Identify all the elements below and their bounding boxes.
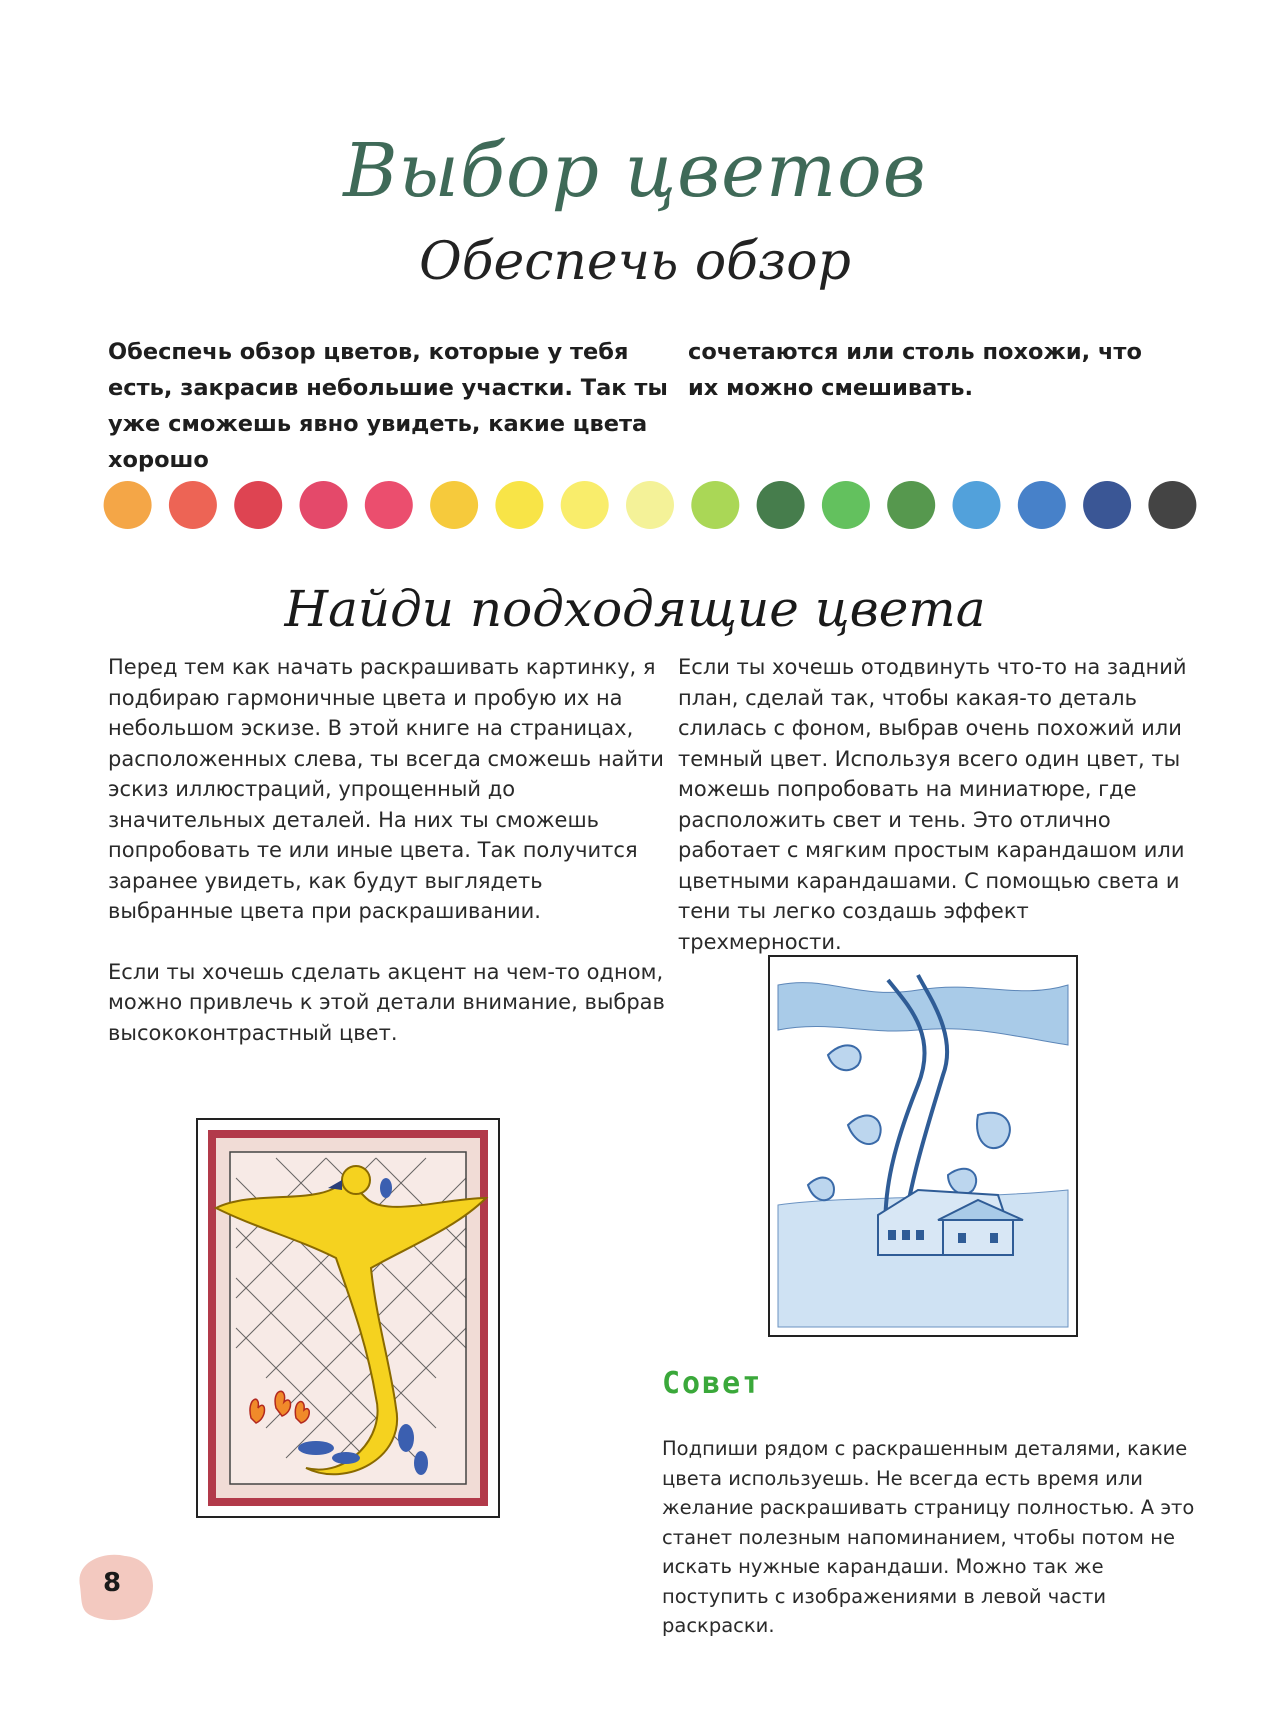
color-swatch — [495, 481, 543, 529]
intro-text-right: сочетаются или столь похожи, что их можно смешивать. — [688, 339, 1142, 401]
phoenix-illustration — [196, 1118, 500, 1518]
color-swatch — [691, 481, 739, 529]
color-swatch — [887, 481, 935, 529]
page-number: 8 — [102, 1568, 122, 1598]
section-title: Найди подходящие цвета — [284, 580, 986, 638]
page-title: Выбор цветов — [343, 128, 927, 214]
color-swatch — [300, 481, 348, 529]
tip-heading: Совет — [662, 1366, 763, 1401]
right-paragraph-1: Если ты хочешь отодвинуть что-то на задний план, сделай так, чтобы какая-то деталь слилась с фоном, выбрав очень похожий или темный цвет. Используя всего один цвет, ты можешь попробовать на миниатюре, где расположить свет и тень. Это отлично работает с мягким простым карандашом или цветными карандашами. С помощью света и тени ты легко создашь эффект трехмерности. — [678, 655, 1187, 954]
left-paragraph-2: Если ты хочешь сделать акцент на чем-то одном, можно привлечь к этой детали внимание, выбрав высококонтрастный цвет. — [108, 959, 665, 1045]
left-paragraph-1: Перед тем как начать раскрашивать картинку, я подбираю гармоничные цвета и пробую их на небольшом эскизе. В этой книге на страницах, расположенных слева, ты всегда сможешь найти эскиз иллюстраций, упрощенный до значительных деталей. На них ты сможешь попробовать те или иные цвета. Так получится заранее увидеть, как будут выглядеть выбранные цвета при раскрашивании. — [108, 655, 664, 923]
color-swatch-row — [95, 472, 1205, 538]
page-subtitle: Обеспечь обзор — [419, 232, 851, 292]
color-swatch — [1018, 481, 1066, 529]
color-swatch — [365, 481, 413, 529]
page-number-badge — [70, 1546, 158, 1626]
color-swatch — [1083, 481, 1131, 529]
tip-text: Подпиши рядом с раскрашенным деталями, какие цвета используешь. Не всегда есть время или желание раскрашивать страницу полностью. А это станет полезным напоминанием, чтобы потом не искать нужные карандаши. Можно так же поступить с изображениями в левой части раскраски. — [662, 1437, 1195, 1637]
color-swatch — [1148, 481, 1196, 529]
color-swatch — [430, 481, 478, 529]
color-swatch — [561, 481, 609, 529]
color-swatch — [626, 481, 674, 529]
intro-text-left: Обеспечь обзор цветов, которые у тебя есть, закрасив небольшие участки. Так ты уже сможешь явно увидеть, какие цвета хорошо — [108, 339, 668, 473]
color-swatch — [234, 481, 282, 529]
text-column-right — [678, 652, 1198, 957]
color-swatch — [757, 481, 805, 529]
color-swatch — [104, 481, 152, 529]
color-swatch — [169, 481, 217, 529]
winter-house-illustration — [768, 955, 1078, 1337]
text-column-left — [108, 652, 668, 1048]
color-swatch — [953, 481, 1001, 529]
color-swatch — [822, 481, 870, 529]
